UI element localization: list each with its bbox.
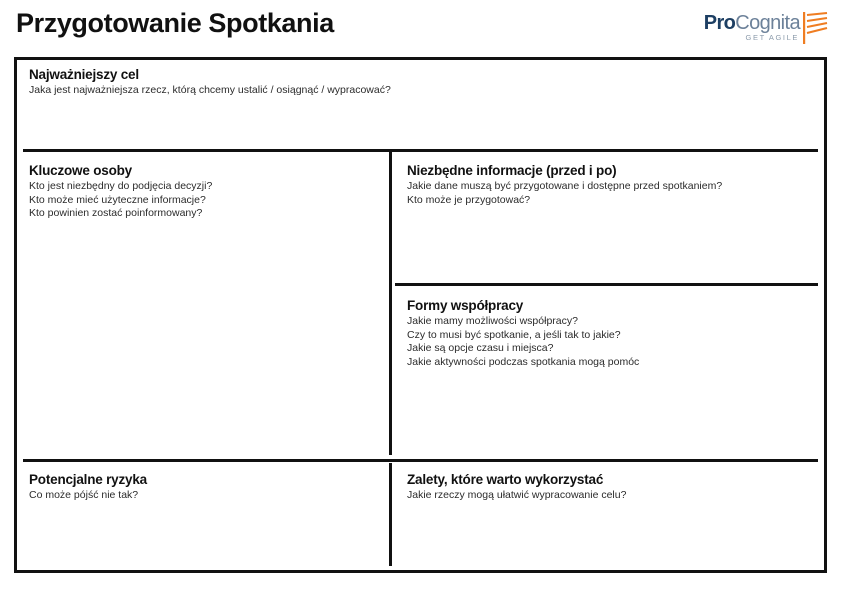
page-header (0, 0, 842, 57)
section-main-goal (29, 67, 809, 98)
page-title: Przygotowanie Spotkania (16, 8, 334, 38)
section-potential-risks-line: Co może pójść nie tak? (29, 489, 139, 501)
section-key-people-title: Kluczowe osoby (29, 163, 132, 178)
logo-text (704, 10, 800, 42)
logo-tagline: GET AGILE (745, 33, 799, 42)
section-advantages-title: Zalety, które warto wykorzystać (407, 472, 604, 487)
section-cooperation-forms-line: Jakie są opcje czasu i miejsca? (407, 342, 554, 354)
logo-word-pro: Pro (703, 12, 736, 34)
divider-above-bottom-row (23, 459, 818, 462)
section-necessary-info-line: Jakie dane muszą być przygotowane i dostępne przed spotkaniem? (407, 180, 723, 192)
section-key-people-line: Kto może mieć użyteczne informacje? (29, 193, 206, 206)
divider-bottom-columns (389, 463, 392, 566)
logo-wordmark (704, 13, 800, 33)
section-necessary-info-line: Kto może je przygotować? (407, 193, 531, 206)
section-cooperation-forms (407, 298, 817, 369)
section-main-goal-title: Najważniejszy cel (29, 67, 139, 82)
section-necessary-info (407, 163, 817, 207)
section-cooperation-forms-line: Jakie aktywności podczas spotkania mogą pomóc (407, 355, 640, 368)
section-cooperation-forms-line: Jakie mamy możliwości współpracy? (407, 315, 578, 327)
section-cooperation-forms-title: Formy współpracy (407, 298, 524, 313)
orange-flag-lines-icon (802, 11, 828, 50)
section-potential-risks (29, 472, 379, 503)
section-key-people-line: Kto jest niezbędny do podjęcia decyzji? (29, 180, 213, 192)
section-advantages-line: Jakie rzeczy mogą ułatwić wypracowanie celu? (407, 489, 627, 501)
section-necessary-info-title: Niezbędne informacje (przed i po) (407, 163, 617, 178)
procognita-logo (704, 10, 828, 46)
divider-below-main-goal (23, 149, 818, 152)
section-advantages (407, 472, 817, 503)
divider-above-cooperation-forms (395, 283, 818, 286)
divider-upper-columns (389, 152, 392, 455)
canvas-frame (14, 57, 827, 573)
section-key-people (29, 163, 379, 221)
logo-word-cognita: Cognita (735, 12, 800, 34)
section-main-goal-line: Jaka jest najważniejsza rzecz, którą chcemy ustalić / osiągnąć / wypracować? (29, 84, 391, 96)
section-key-people-line: Kto powinien zostać poinformowany? (29, 207, 203, 219)
section-potential-risks-title: Potencjalne ryzyka (29, 472, 147, 487)
section-cooperation-forms-line: Czy to musi być spotkanie, a jeśli tak to jakie? (407, 328, 621, 341)
